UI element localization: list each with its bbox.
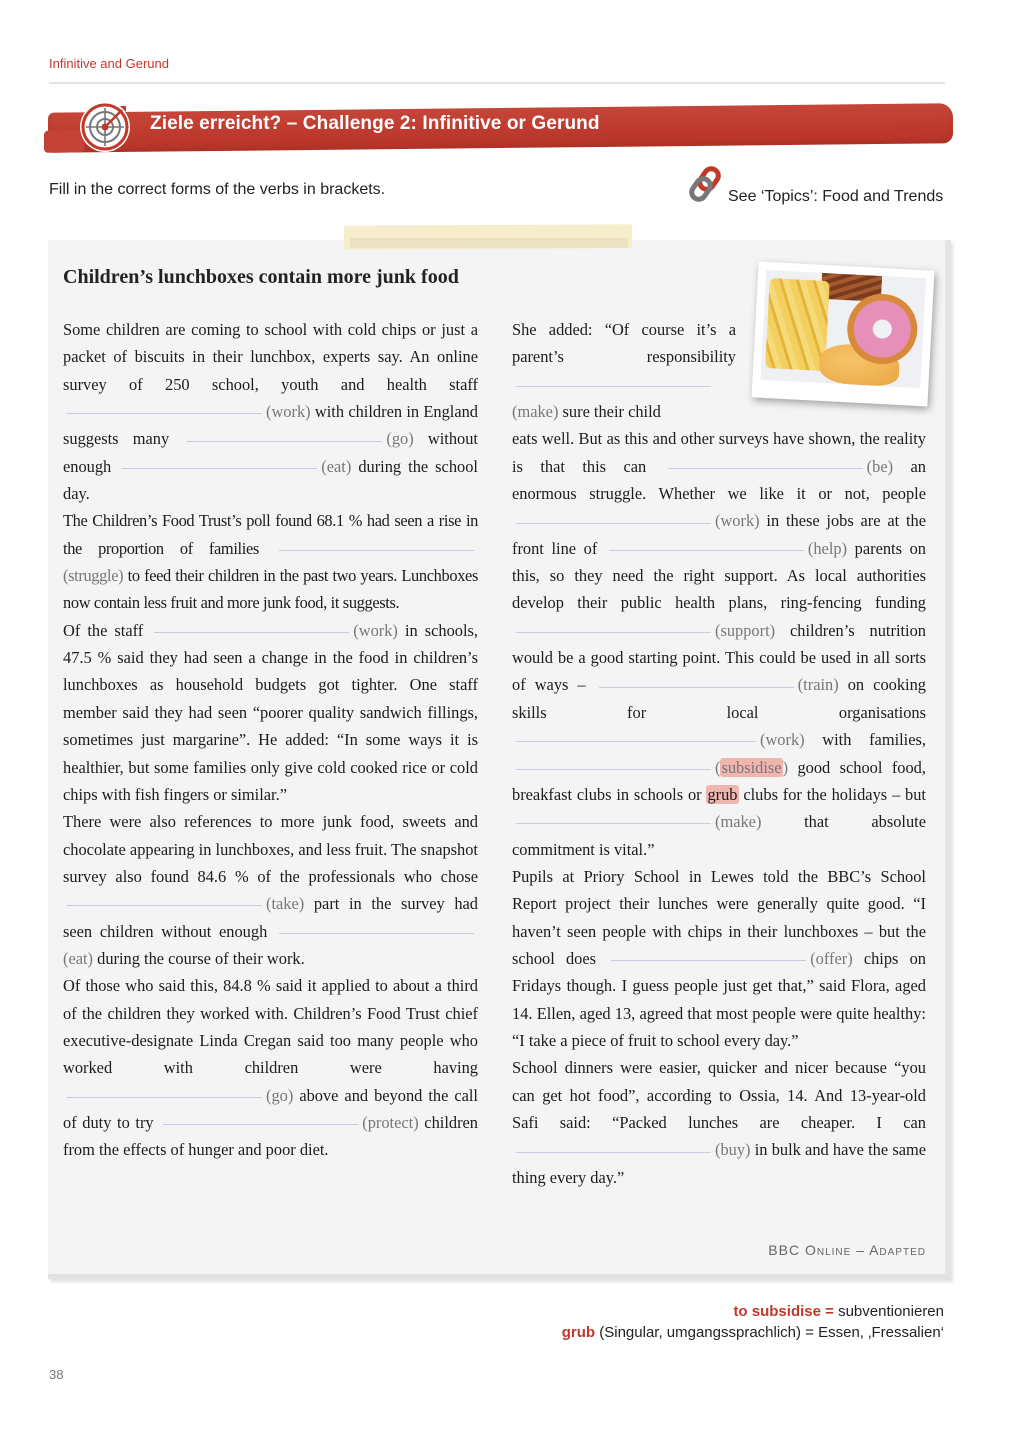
verb-hint: (make) (715, 812, 762, 832)
gap-field[interactable] (609, 549, 804, 551)
text: Of the staff (63, 620, 144, 640)
chain-link-icon (688, 166, 726, 202)
topics-link-label: See ‘Topics’: Food and Trends (728, 188, 944, 205)
verb-hint (715, 758, 788, 777)
verb-hint: (offer) (810, 948, 853, 968)
text: without enough (63, 429, 478, 476)
verb-hint: (struggle) (63, 566, 124, 586)
text: children from the effects of hunger and poor diet. (63, 1112, 478, 1160)
verb-hint: (work) (760, 730, 805, 750)
gap-field[interactable] (516, 385, 711, 387)
gap-field[interactable] (516, 822, 711, 824)
paragraph-beside-photo (512, 316, 736, 425)
article-column-right (512, 316, 926, 1191)
verb-hint: (go) (386, 429, 414, 449)
text: There were also references to more junk food, sweets and chocolate appearing in lunchboxes, and less fruit. The snapshot survey also found 84.6 % of the professionals who chose (63, 812, 478, 886)
text: parents on this, so they need the right support. As local authorities develop their public health plans, ring-fencing funding (512, 538, 926, 613)
text: She added: “Of course it’s a parent’s responsibility (512, 320, 736, 367)
paragraph (63, 617, 478, 808)
gap-field[interactable] (516, 768, 711, 770)
paragraph (512, 863, 926, 1054)
gap-field[interactable] (187, 440, 382, 442)
text: School dinners were easier, quicker and nicer because “you can get hot food”, according to Ossia, 14. And 13-year-old Safi said: “Packed lunches are cheaper. I can (512, 1058, 926, 1132)
text: on cooking skills for local organisations (512, 675, 926, 722)
verb-hint: (protect) (362, 1112, 419, 1132)
verb-hint: (go) (266, 1085, 294, 1105)
gap-field[interactable] (279, 932, 474, 934)
verb-hint: (be) (866, 456, 894, 476)
gap-field[interactable] (67, 412, 262, 414)
verb-hint: (eat) (321, 456, 352, 476)
verb-hint: (work) (715, 511, 760, 531)
task-instruction: Fill in the correct forms of the verbs in brackets. (49, 181, 386, 198)
gap-field[interactable] (163, 1123, 358, 1125)
verb-hint: (help) (807, 538, 848, 558)
gap-field[interactable] (599, 686, 794, 688)
gap-field[interactable] (516, 740, 756, 742)
gap-field[interactable] (611, 959, 806, 961)
gap-field[interactable] (279, 549, 474, 551)
glossary-highlight-subsidise: subsidise (721, 757, 782, 777)
text: chips on Fridays though. I guess people just get that,” said Flora, aged 14. Ellen, aged 13, agreed that most people were quite healthy: “I take a piece of fruit to school every day.” (512, 948, 926, 1050)
text: sure their child (562, 402, 661, 422)
text: with children in England suggests many (63, 402, 478, 449)
running-head: Infinitive and Gerund (49, 56, 169, 71)
paragraph (512, 425, 926, 863)
glossary-term: to subsidise (733, 1303, 821, 1320)
text: The Children’s Food Trust’s poll found 68.1 % had seen a rise in the proportion of families (63, 511, 478, 558)
gap-field[interactable] (516, 1151, 711, 1153)
text: that absolute commitment is vital.” (512, 812, 926, 859)
topics-link[interactable] (688, 166, 944, 205)
paragraph (63, 507, 478, 616)
gap-field[interactable] (668, 467, 863, 469)
text: an enormous struggle. Whether we like it or not, people (512, 456, 926, 504)
verb-hint: (eat) (63, 948, 94, 968)
text: in these jobs are at the front line of (512, 511, 926, 558)
verb-hint: (take) (266, 894, 305, 914)
gap-field[interactable] (67, 904, 262, 906)
text: with families, (822, 730, 926, 750)
banner-title: Ziele erreicht? – Challenge 2: Infinitive or Gerund (150, 113, 600, 134)
challenge-banner (48, 102, 953, 152)
text: good school food, breakfast clubs in schools or (512, 757, 926, 804)
article-title: Children’s lunchboxes contain more junk food (63, 266, 459, 288)
glossary-entry (733, 1303, 944, 1320)
glossary-entry (562, 1324, 944, 1341)
gap-field[interactable] (154, 631, 349, 633)
text: above and beyond the call of duty to try (63, 1085, 478, 1132)
bracket: ( (715, 757, 721, 777)
text: to feed their children in the past two years. Lunchboxes now contain less fruit and more junk food, it suggests. (63, 566, 479, 613)
tape-strip-shadow (350, 238, 628, 248)
paragraph (63, 972, 478, 1163)
gap-field[interactable] (122, 467, 317, 469)
source-credit: BBC Online – Adapted (768, 1242, 926, 1258)
paragraph (63, 808, 478, 972)
glossary-separator: = (820, 1303, 839, 1320)
header-divider (49, 82, 945, 84)
text: during the course of their work. (97, 948, 305, 968)
gap-field[interactable] (516, 631, 711, 633)
bracket: ) (782, 757, 789, 777)
verb-hint: (support) (715, 620, 776, 640)
verb-hint: (make) (512, 402, 559, 422)
text: Pupils at Priory School in Lewes told the BBC’s School Report project their lunches were generally quite good. “I haven’t seen people with chips in their lunchboxes – but the school does (512, 866, 926, 968)
text: Of those who said this, 84.8 % said it applied to about a third of the children they worked with. Children’s Food Trust chief executive-designate Linda Cregan said too many people who worked with children were having (63, 976, 478, 1078)
paragraph (63, 316, 478, 507)
glossary-definition: subventionieren (838, 1303, 944, 1320)
text: eats well. But as this and other surveys have shown, the reality is that this can (512, 429, 926, 476)
glossary-term: grub (561, 1324, 596, 1341)
glossary-definition: (Singular, umgangssprachlich) = Essen, ‚Fressalien‘ (599, 1324, 944, 1341)
page-number: 38 (49, 1367, 64, 1382)
verb-hint: (work) (353, 620, 398, 640)
gap-field[interactable] (516, 522, 711, 524)
gap-field[interactable] (67, 1096, 262, 1098)
text: clubs for the holidays – but (743, 784, 926, 804)
glossary-highlight-grub: grub (707, 784, 738, 804)
text: during the school day. (63, 456, 478, 504)
article-column-left (63, 316, 478, 1164)
verb-hint: (buy) (715, 1140, 751, 1160)
text: children’s nutrition would be a good starting point. This could be used in all sorts of ways – (512, 620, 926, 695)
verb-hint: (train) (797, 675, 839, 695)
text: Some children are coming to school with cold chips or just a packet of biscuits in their lunchbox, experts say. An online survey of 250 school, youth and health staff (63, 320, 478, 394)
text: part in the survey had seen children without enough (63, 894, 478, 941)
text: in schools, 47.5 % said they had seen a change in the food in children’s lunchboxes as household budgets got tighter. One staff member said they had seen “poorer quality sandwich fillings, sometimes just margarine”. He added: “In some ways it is healthier, but some families only give cold cooked rice or cold chips with fish fingers or similar.” (63, 620, 478, 804)
paragraph (512, 1054, 926, 1191)
text: in bulk and have the same thing every day.” (512, 1140, 926, 1187)
target-icon (80, 102, 130, 152)
verb-hint: (work) (266, 402, 311, 422)
